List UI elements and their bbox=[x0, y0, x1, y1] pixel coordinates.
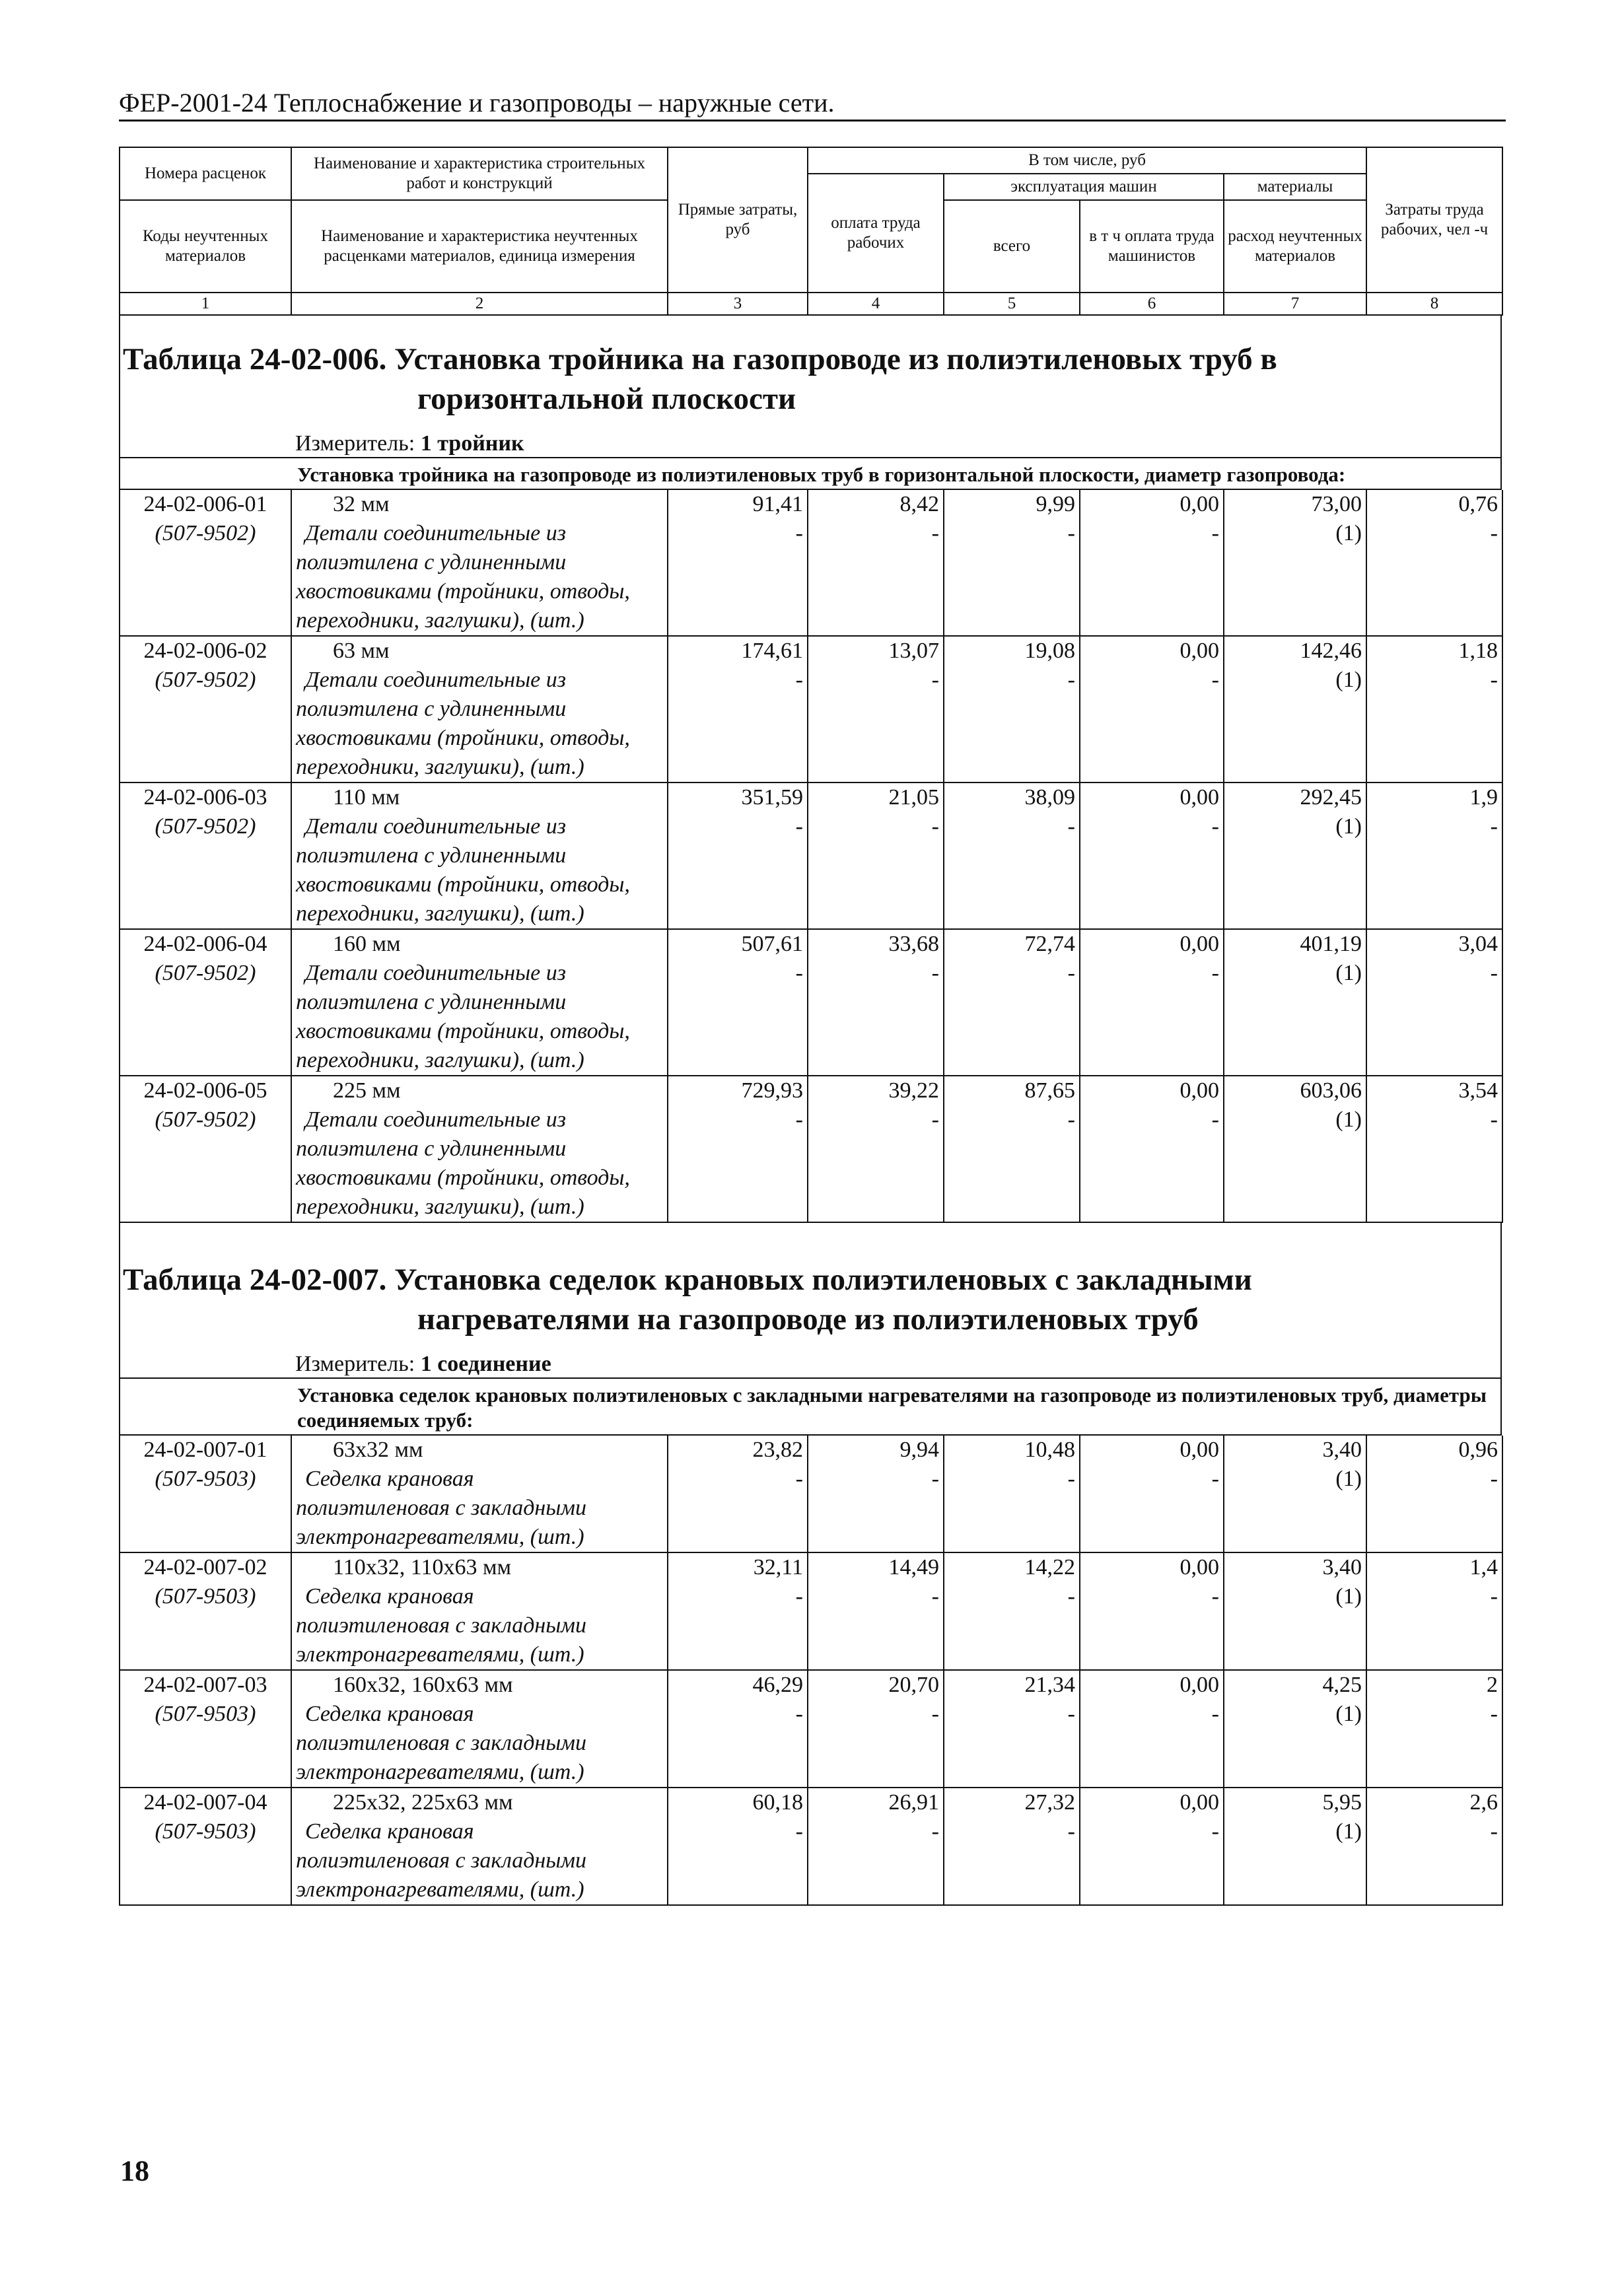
labor-pay-cell bbox=[808, 783, 944, 929]
labor-pay-cell bbox=[808, 1076, 944, 1222]
direct-cost-sub: - bbox=[795, 1819, 803, 1844]
labor-hours: 0,76 bbox=[1458, 492, 1498, 516]
table-title-line1: Таблица 24-02-007. Установка седелок крановых полиэтиленовых с закладными bbox=[123, 1263, 1252, 1297]
col-number: 1 bbox=[120, 293, 291, 315]
material-code: (507-9503) bbox=[155, 1702, 256, 1726]
labor-hours-sub: - bbox=[1490, 1467, 1498, 1491]
materials-use-sub: (1) bbox=[1335, 961, 1362, 985]
materials-use: 73,00 bbox=[1311, 492, 1362, 516]
header-col1-bottom: Коды неучтенных материалов bbox=[120, 200, 291, 293]
materials-use-sub: (1) bbox=[1335, 814, 1362, 839]
rate-name-cell bbox=[291, 490, 668, 636]
material-code: (507-9503) bbox=[155, 1819, 256, 1844]
table-title-line2: горизонтальной плоскости bbox=[417, 382, 796, 416]
machines-total-cell bbox=[944, 783, 1080, 929]
machinists-pay: 0,00 bbox=[1180, 1078, 1219, 1103]
material-name-rest: полиэтиленовая с закладными электронагревателями, (шт.) bbox=[296, 1731, 587, 1784]
machines-total-sub: - bbox=[1067, 1819, 1075, 1844]
machines-total: 10,48 bbox=[1024, 1438, 1075, 1462]
materials-use: 603,06 bbox=[1300, 1078, 1362, 1103]
machines-total-sub: - bbox=[1067, 1467, 1075, 1491]
direct-cost-cell bbox=[668, 1076, 808, 1222]
table-title-line1: Таблица 24-02-006. Установка тройника на газопроводе из полиэтиленовых труб в bbox=[123, 342, 1277, 376]
machinists-pay: 0,00 bbox=[1180, 1438, 1219, 1462]
machines-total-sub: - bbox=[1067, 814, 1075, 839]
machinists-pay-cell bbox=[1080, 490, 1224, 636]
rate-code: 24-02-007-04 bbox=[143, 1790, 267, 1815]
price-table-2 bbox=[119, 1436, 1503, 1906]
header-col6: в т ч оплата труда машинистов bbox=[1080, 200, 1224, 293]
rate-diameter: 63х32 мм bbox=[333, 1438, 423, 1462]
rate-name-cell bbox=[291, 1788, 668, 1905]
labor-hours-cell bbox=[1366, 1552, 1502, 1670]
table-title-line2: нагревателями на газопроводе из полиэтиленовых труб bbox=[417, 1302, 1199, 1337]
table-row bbox=[120, 1788, 1502, 1905]
measure-unit bbox=[119, 1339, 1502, 1379]
table-row bbox=[120, 490, 1502, 636]
direct-cost-cell bbox=[668, 1670, 808, 1788]
header-machines: эксплуатация машин bbox=[944, 174, 1224, 200]
rate-code: 24-02-006-01 bbox=[143, 492, 267, 516]
col-number: 7 bbox=[1224, 293, 1366, 315]
labor-pay-sub: - bbox=[931, 1584, 939, 1609]
labor-pay-cell bbox=[808, 1788, 944, 1905]
materials-use-sub: (1) bbox=[1335, 521, 1362, 545]
machinists-pay-sub: - bbox=[1211, 521, 1219, 545]
machinists-pay: 0,00 bbox=[1180, 932, 1219, 956]
table-title bbox=[119, 316, 1502, 419]
machines-total-cell bbox=[944, 490, 1080, 636]
col-number: 4 bbox=[808, 293, 944, 315]
labor-pay-sub: - bbox=[931, 1107, 939, 1132]
price-sheet bbox=[119, 147, 1502, 1906]
material-code: (507-9503) bbox=[155, 1467, 256, 1491]
rate-code: 24-02-007-01 bbox=[143, 1438, 267, 1462]
machinists-pay-sub: - bbox=[1211, 668, 1219, 692]
direct-cost-cell bbox=[668, 1552, 808, 1670]
rate-code-cell bbox=[120, 1076, 291, 1222]
table-row bbox=[120, 1670, 1502, 1788]
labor-hours: 2,6 bbox=[1469, 1790, 1498, 1815]
materials-use: 3,40 bbox=[1322, 1438, 1362, 1462]
labor-pay: 9,94 bbox=[899, 1438, 939, 1462]
section-caption: Установка седелок крановых полиэтиленовых с закладными нагревателями на газопроводе из полиэтиленовых труб, диаметры соединяемых труб: bbox=[119, 1379, 1502, 1436]
rate-name-cell bbox=[291, 636, 668, 783]
labor-pay: 8,42 bbox=[899, 492, 939, 516]
material-name-line1: Седелка крановая bbox=[305, 1819, 474, 1844]
direct-cost-cell bbox=[668, 783, 808, 929]
rate-name-cell bbox=[291, 929, 668, 1076]
machines-total: 9,99 bbox=[1036, 492, 1075, 516]
col-number: 2 bbox=[291, 293, 668, 315]
machinists-pay-cell bbox=[1080, 1670, 1224, 1788]
machinists-pay-sub: - bbox=[1211, 1107, 1219, 1132]
labor-hours: 3,54 bbox=[1458, 1078, 1498, 1103]
materials-use-sub: (1) bbox=[1335, 668, 1362, 692]
direct-cost: 46,29 bbox=[752, 1673, 803, 1697]
table-title bbox=[119, 1223, 1502, 1339]
machines-total-cell bbox=[944, 1670, 1080, 1788]
labor-pay: 20,70 bbox=[888, 1673, 939, 1697]
labor-pay-sub: - bbox=[931, 521, 939, 545]
rate-code-cell bbox=[120, 1788, 291, 1905]
labor-hours-cell bbox=[1366, 636, 1502, 783]
header-col2-top: Наименование и характеристика строительных работ и конструкций bbox=[291, 147, 668, 200]
material-name-line1: Детали соединительные из bbox=[305, 814, 566, 839]
direct-cost: 351,59 bbox=[741, 785, 803, 810]
machinists-pay: 0,00 bbox=[1180, 1673, 1219, 1697]
rate-name-cell bbox=[291, 1552, 668, 1670]
labor-pay: 14,49 bbox=[888, 1555, 939, 1580]
machines-total: 38,09 bbox=[1024, 785, 1075, 810]
labor-hours-cell bbox=[1366, 1670, 1502, 1788]
material-name-line1: Седелка крановая bbox=[305, 1467, 474, 1491]
header-materials: материалы bbox=[1224, 174, 1366, 200]
rate-diameter: 32 мм bbox=[333, 492, 390, 516]
machinists-pay-sub: - bbox=[1211, 961, 1219, 985]
rate-diameter: 225х32, 225х63 мм bbox=[333, 1790, 513, 1815]
material-name-line1: Седелка крановая bbox=[305, 1584, 474, 1609]
labor-hours-sub: - bbox=[1490, 521, 1498, 545]
machines-total: 19,08 bbox=[1024, 639, 1075, 663]
materials-use-cell bbox=[1224, 636, 1366, 783]
machines-total-sub: - bbox=[1067, 1107, 1075, 1132]
direct-cost: 729,93 bbox=[741, 1078, 803, 1103]
machinists-pay-sub: - bbox=[1211, 1467, 1219, 1491]
col-number: 8 bbox=[1366, 293, 1502, 315]
materials-use-sub: (1) bbox=[1335, 1819, 1362, 1844]
machinists-pay-sub: - bbox=[1211, 1584, 1219, 1609]
material-name-line1: Седелка крановая bbox=[305, 1702, 474, 1726]
material-name-rest: полиэтилена с удлиненными хвостовиками (тройники, отводы, переходники, заглушки), (шт.) bbox=[296, 1136, 630, 1219]
rate-code-cell bbox=[120, 1552, 291, 1670]
materials-use-cell bbox=[1224, 1076, 1366, 1222]
machinists-pay-sub: - bbox=[1211, 1819, 1219, 1844]
material-name-rest: полиэтиленовая с закладными электронагревателями, (шт.) bbox=[296, 1496, 587, 1549]
rate-code-cell bbox=[120, 636, 291, 783]
running-header: ФЕР-2001-24 Теплоснабжение и газопроводы – наружные сети. bbox=[119, 87, 1506, 122]
labor-hours-sub: - bbox=[1490, 961, 1498, 985]
machines-total-sub: - bbox=[1067, 668, 1075, 692]
machinists-pay-cell bbox=[1080, 1076, 1224, 1222]
labor-hours-cell bbox=[1366, 1436, 1502, 1552]
labor-pay-cell bbox=[808, 636, 944, 783]
table-row bbox=[120, 1552, 1502, 1670]
direct-cost-sub: - bbox=[795, 961, 803, 985]
machines-total-cell bbox=[944, 929, 1080, 1076]
col-number: 5 bbox=[944, 293, 1080, 315]
machinists-pay-sub: - bbox=[1211, 814, 1219, 839]
machinists-pay-cell bbox=[1080, 929, 1224, 1076]
direct-cost-sub: - bbox=[795, 1107, 803, 1132]
rate-code-cell bbox=[120, 929, 291, 1076]
machines-total: 27,32 bbox=[1024, 1790, 1075, 1815]
labor-pay: 13,07 bbox=[888, 639, 939, 663]
machines-total-cell bbox=[944, 1436, 1080, 1552]
direct-cost: 174,61 bbox=[741, 639, 803, 663]
direct-cost-cell bbox=[668, 636, 808, 783]
materials-use-sub: (1) bbox=[1335, 1584, 1362, 1609]
price-table-1 bbox=[119, 490, 1503, 1223]
labor-hours: 1,9 bbox=[1469, 785, 1498, 810]
materials-use-cell bbox=[1224, 1670, 1366, 1788]
direct-cost-sub: - bbox=[795, 814, 803, 839]
section-caption: Установка тройника на газопроводе из полиэтиленовых труб в горизонтальной плоскости, диаметр газопровода: bbox=[119, 458, 1502, 490]
material-name-rest: полиэтилена с удлиненными хвостовиками (тройники, отводы, переходники, заглушки), (шт.) bbox=[296, 843, 630, 926]
machines-total-cell bbox=[944, 1076, 1080, 1222]
labor-hours: 3,04 bbox=[1458, 932, 1498, 956]
labor-pay-sub: - bbox=[931, 1702, 939, 1726]
materials-use: 4,25 bbox=[1322, 1673, 1362, 1697]
machines-total: 14,22 bbox=[1024, 1555, 1075, 1580]
rate-code: 24-02-006-05 bbox=[143, 1078, 267, 1103]
rate-code-cell bbox=[120, 783, 291, 929]
materials-use-sub: (1) bbox=[1335, 1702, 1362, 1726]
labor-hours: 1,18 bbox=[1458, 639, 1498, 663]
materials-use-cell bbox=[1224, 929, 1366, 1076]
direct-cost-sub: - bbox=[795, 1467, 803, 1491]
labor-hours-sub: - bbox=[1490, 1584, 1498, 1609]
material-name-line1: Детали соединительные из bbox=[305, 961, 566, 985]
rate-code: 24-02-006-04 bbox=[143, 932, 267, 956]
machines-total-sub: - bbox=[1067, 1584, 1075, 1609]
labor-pay-cell bbox=[808, 1670, 944, 1788]
rate-name-cell bbox=[291, 1076, 668, 1222]
header-col3: Прямые затраты, руб bbox=[668, 147, 808, 293]
materials-use: 5,95 bbox=[1322, 1790, 1362, 1815]
col-number: 6 bbox=[1080, 293, 1224, 315]
measure-value: 1 тройник bbox=[420, 431, 524, 456]
material-name-line1: Детали соединительные из bbox=[305, 668, 566, 692]
material-code: (507-9502) bbox=[155, 668, 256, 692]
rate-name-cell bbox=[291, 1436, 668, 1552]
material-code: (507-9503) bbox=[155, 1584, 256, 1609]
material-name-rest: полиэтилена с удлиненными хвостовиками (тройники, отводы, переходники, заглушки), (шт.) bbox=[296, 990, 630, 1072]
materials-use: 292,45 bbox=[1300, 785, 1362, 810]
direct-cost-cell bbox=[668, 490, 808, 636]
col-number: 3 bbox=[668, 293, 808, 315]
labor-hours-sub: - bbox=[1490, 814, 1498, 839]
labor-hours-sub: - bbox=[1490, 1702, 1498, 1726]
material-code: (507-9502) bbox=[155, 1107, 256, 1132]
labor-pay-sub: - bbox=[931, 668, 939, 692]
material-code: (507-9502) bbox=[155, 521, 256, 545]
labor-pay: 21,05 bbox=[888, 785, 939, 810]
material-name-rest: полиэтилена с удлиненными хвостовиками (тройники, отводы, переходники, заглушки), (шт.) bbox=[296, 697, 630, 779]
machinists-pay-sub: - bbox=[1211, 1702, 1219, 1726]
labor-hours: 0,96 bbox=[1458, 1438, 1498, 1462]
machines-total-sub: - bbox=[1067, 1702, 1075, 1726]
header-col1-top: Номера расценок bbox=[120, 147, 291, 200]
direct-cost-sub: - bbox=[795, 668, 803, 692]
materials-use-cell bbox=[1224, 1436, 1366, 1552]
material-name-line1: Детали соединительные из bbox=[305, 1107, 566, 1132]
measure-label: Измеритель: bbox=[295, 1352, 415, 1376]
header-col8: Затраты труда рабочих, чел -ч bbox=[1366, 147, 1502, 293]
labor-hours: 2 bbox=[1487, 1673, 1498, 1697]
materials-use: 142,46 bbox=[1300, 639, 1362, 663]
machinists-pay: 0,00 bbox=[1180, 492, 1219, 516]
direct-cost: 91,41 bbox=[752, 492, 803, 516]
labor-pay-cell bbox=[808, 929, 944, 1076]
machines-total-cell bbox=[944, 1788, 1080, 1905]
machinists-pay: 0,00 bbox=[1180, 1790, 1219, 1815]
labor-hours-sub: - bbox=[1490, 668, 1498, 692]
materials-use-sub: (1) bbox=[1335, 1107, 1362, 1132]
machinists-pay: 0,00 bbox=[1180, 785, 1219, 810]
labor-pay-sub: - bbox=[931, 961, 939, 985]
material-name-line1: Детали соединительные из bbox=[305, 521, 566, 545]
labor-hours-sub: - bbox=[1490, 1819, 1498, 1844]
direct-cost: 507,61 bbox=[741, 932, 803, 956]
materials-use-cell bbox=[1224, 1788, 1366, 1905]
rate-diameter: 160 мм bbox=[333, 932, 401, 956]
rate-diameter: 63 мм bbox=[333, 639, 390, 663]
labor-hours-cell bbox=[1366, 490, 1502, 636]
rate-code-cell bbox=[120, 1436, 291, 1552]
materials-use-sub: (1) bbox=[1335, 1467, 1362, 1491]
material-code: (507-9502) bbox=[155, 961, 256, 985]
rate-name-cell bbox=[291, 783, 668, 929]
machinists-pay: 0,00 bbox=[1180, 1555, 1219, 1580]
page-number: 18 bbox=[120, 2155, 149, 2187]
table-row bbox=[120, 636, 1502, 783]
materials-use-cell bbox=[1224, 783, 1366, 929]
direct-cost-sub: - bbox=[795, 521, 803, 545]
machinists-pay-cell bbox=[1080, 1436, 1224, 1552]
measure-label: Измеритель: bbox=[295, 431, 415, 456]
machinists-pay: 0,00 bbox=[1180, 639, 1219, 663]
direct-cost-sub: - bbox=[795, 1702, 803, 1726]
direct-cost: 23,82 bbox=[752, 1438, 803, 1462]
labor-pay: 33,68 bbox=[888, 932, 939, 956]
labor-pay: 39,22 bbox=[888, 1078, 939, 1103]
machines-total-sub: - bbox=[1067, 961, 1075, 985]
materials-use: 401,19 bbox=[1300, 932, 1362, 956]
labor-hours-sub: - bbox=[1490, 1107, 1498, 1132]
machinists-pay-cell bbox=[1080, 636, 1224, 783]
machines-total-cell bbox=[944, 636, 1080, 783]
machines-total: 72,74 bbox=[1024, 932, 1075, 956]
rate-code-cell bbox=[120, 1670, 291, 1788]
rate-diameter: 110х32, 110х63 мм bbox=[333, 1555, 512, 1580]
header-col2-bottom: Наименование и характеристика неучтенных расценками материалов, единица измерения bbox=[291, 200, 668, 293]
machines-total: 87,65 bbox=[1024, 1078, 1075, 1103]
rate-diameter: 110 мм bbox=[333, 785, 400, 810]
column-number-row bbox=[120, 293, 1502, 315]
direct-cost-cell bbox=[668, 1788, 808, 1905]
direct-cost: 60,18 bbox=[752, 1790, 803, 1815]
labor-hours-cell bbox=[1366, 1788, 1502, 1905]
header-incl: В том числе, руб bbox=[808, 147, 1366, 174]
rate-code-cell bbox=[120, 490, 291, 636]
labor-pay-sub: - bbox=[931, 1467, 939, 1491]
machines-total: 21,34 bbox=[1024, 1673, 1075, 1697]
labor-hours-cell bbox=[1366, 783, 1502, 929]
labor-pay-cell bbox=[808, 490, 944, 636]
material-name-rest: полиэтилена с удлиненными хвостовиками (тройники, отводы, переходники, заглушки), (шт.) bbox=[296, 550, 630, 633]
rate-diameter: 225 мм bbox=[333, 1078, 401, 1103]
measure-value: 1 соединение bbox=[420, 1352, 551, 1376]
material-name-rest: полиэтиленовая с закладными электронагревателями, (шт.) bbox=[296, 1848, 587, 1902]
rate-code: 24-02-006-02 bbox=[143, 639, 267, 663]
machines-total-sub: - bbox=[1067, 521, 1075, 545]
header-col4: оплата труда рабочих bbox=[808, 174, 944, 293]
labor-pay-sub: - bbox=[931, 1819, 939, 1844]
rate-diameter: 160х32, 160х63 мм bbox=[333, 1673, 513, 1697]
rate-code: 24-02-007-02 bbox=[143, 1555, 267, 1580]
labor-pay: 26,91 bbox=[888, 1790, 939, 1815]
direct-cost-sub: - bbox=[795, 1584, 803, 1609]
header-col5: всего bbox=[944, 200, 1080, 293]
rate-code: 24-02-007-03 bbox=[143, 1673, 267, 1697]
column-header-table bbox=[119, 147, 1503, 316]
materials-use-cell bbox=[1224, 490, 1366, 636]
rate-name-cell bbox=[291, 1670, 668, 1788]
materials-use: 3,40 bbox=[1322, 1555, 1362, 1580]
measure-unit bbox=[119, 419, 1502, 458]
material-code: (507-9502) bbox=[155, 814, 256, 839]
table-row bbox=[120, 783, 1502, 929]
labor-hours-cell bbox=[1366, 929, 1502, 1076]
table-row bbox=[120, 1436, 1502, 1552]
machinists-pay-cell bbox=[1080, 1552, 1224, 1670]
machines-total-cell bbox=[944, 1552, 1080, 1670]
direct-cost: 32,11 bbox=[753, 1555, 803, 1580]
labor-pay-cell bbox=[808, 1436, 944, 1552]
materials-use-cell bbox=[1224, 1552, 1366, 1670]
direct-cost-cell bbox=[668, 1436, 808, 1552]
material-name-rest: полиэтиленовая с закладными электронагревателями, (шт.) bbox=[296, 1613, 587, 1667]
labor-pay-cell bbox=[808, 1552, 944, 1670]
labor-pay-sub: - bbox=[931, 814, 939, 839]
machinists-pay-cell bbox=[1080, 1788, 1224, 1905]
header-col7: расход неучтенных материалов bbox=[1224, 200, 1366, 293]
direct-cost-cell bbox=[668, 929, 808, 1076]
labor-hours: 1,4 bbox=[1469, 1555, 1498, 1580]
table-row bbox=[120, 929, 1502, 1076]
labor-hours-cell bbox=[1366, 1076, 1502, 1222]
rate-code: 24-02-006-03 bbox=[143, 785, 267, 810]
machinists-pay-cell bbox=[1080, 783, 1224, 929]
table-row bbox=[120, 1076, 1502, 1222]
